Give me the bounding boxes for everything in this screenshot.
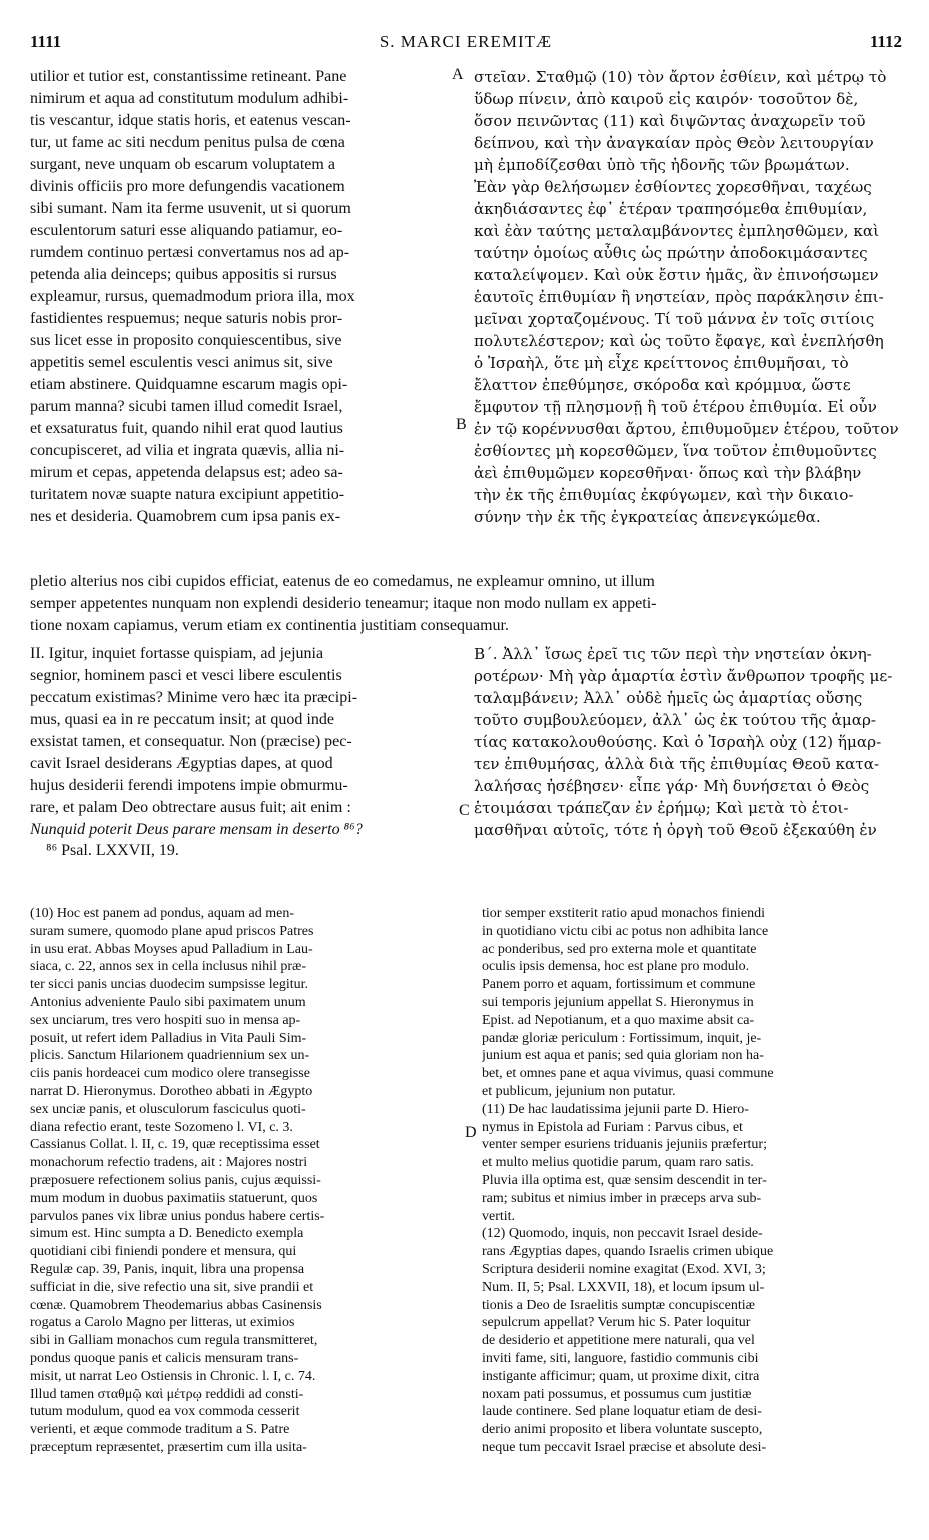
text-line: τοῦτο συμβουλεύομεν, ἀλλ᾽ ὡς ἐκ τούτου τῆς ἁμαρ- bbox=[474, 711, 877, 729]
note-line: venter semper esuriens triduanis jejuniis præfertur; bbox=[482, 1137, 767, 1153]
note-line: ac ponderibus, sed pro externa mole et quantitate bbox=[482, 941, 757, 957]
note-line: pandæ gloriæ periculum : Fortissimum, inquit, je- bbox=[482, 1030, 762, 1046]
note-line: rans Ægyptias dapes, quando Israelis crimen ubique bbox=[482, 1244, 774, 1260]
note-line: (12) Quomodo, inquis, non peccavit Israel deside- bbox=[482, 1226, 763, 1242]
note-line: junium est aqua et panis; sed quia gloriam non ha- bbox=[482, 1048, 764, 1064]
note-line: sui temporis jejunium appellat S. Hieronymus in bbox=[482, 994, 754, 1010]
text-line: segnior, hominem pasci et vesci libere esculentis bbox=[30, 667, 342, 684]
note-line: et multo melius quotidie parum, quam raro satis. bbox=[482, 1155, 754, 1171]
note-line: Regulæ cap. 39, Panis, inquit, libra una propensa bbox=[30, 1261, 305, 1277]
text-line: μὴ ἐμποδίζεσθαι ὑπὸ τῆς ἡδονῆς τῶν βρωμάτων. bbox=[474, 156, 850, 174]
notes-column-right bbox=[482, 905, 902, 1457]
note-line: tionis a Deo de Israelitis sumptæ concupiscentiæ bbox=[482, 1297, 755, 1313]
text-line: καταλείψομεν. Καὶ οὐκ ἔστιν ἡμᾶς, ἂν ἐπινοήσωμεν bbox=[474, 266, 879, 284]
greek-column-section-ii bbox=[474, 643, 902, 841]
scripture-quote: Nunquid poterit Deus parare mensam in deserto ⁸⁶? bbox=[30, 821, 363, 838]
text-line: rare, et palam Deo obtrectare ausus fuit; ait enim : bbox=[30, 799, 351, 816]
note-line: sufficiat in die, sive refectio una sit, sive prandii et bbox=[30, 1279, 314, 1295]
text-line: pletio alterius nos cibi cupidos efficiat, eatenus de eo comedamus, ne expleamur omnino, ut illum bbox=[30, 573, 655, 590]
note-line: ram; subitus et nimius imber in præceps arva sub- bbox=[482, 1190, 762, 1206]
text-line: mirum et cepas, appetenda delapsus est; adeo sa- bbox=[30, 464, 343, 481]
note-line: derio animi proposito et libera voluntate suscepto, bbox=[482, 1422, 763, 1438]
text-line: tione noxam capiamus, verum etiam ex continentia justitiam consequamur. bbox=[30, 617, 509, 634]
note-line: (10) Hoc est panem ad pondus, aquam ad men- bbox=[30, 906, 294, 921]
text-line: ἀεὶ ἐπιθυμῶμεν κορεσθῆναι· ὅπως καὶ τὴν βλάβην bbox=[474, 464, 862, 482]
text-line: ἐσθίοντες μὴ κορεσθῶμεν, ἵνα τοῦτον ἐπιθυμοῦντες bbox=[474, 442, 877, 460]
text-line: fastidientes respuemus; neque saturis nobis pror- bbox=[30, 310, 343, 327]
note-line: inviti fame, siti, languore, fastidio communis cibi bbox=[482, 1350, 759, 1366]
text-line: σύνην τὴν ἐκ τῆς ἐγκρατείας ἀπενεγκώμεθα. bbox=[474, 508, 821, 526]
page-number-left: 1111 bbox=[30, 32, 62, 51]
text-line: petenda alia deinceps; quibus appositis si rursus bbox=[30, 266, 337, 283]
text-line: ταλαμβάνειν; Ἀλλ᾽ οὐδὲ ἡμεῖς ὡς ἁμαρτίας οὔσης bbox=[474, 689, 863, 707]
text-line: τὴν ἐκ τῆς ἐπιθυμίας ἐκφύγωμεν, καὶ τὴν δικαιο- bbox=[474, 486, 854, 504]
latin-full-width-paragraph bbox=[30, 571, 902, 637]
note-line: instigante afficimur; quam, ut proxime dixit, citra bbox=[482, 1368, 760, 1384]
note-line: Epist. ad Nepotianum, et a quo maxime absit ca- bbox=[482, 1012, 755, 1028]
text-line: ἐν τῷ κορέννυσθαι ἄρτου, ἐπιθυμοῦμεν ἑτέρου, τοῦτον bbox=[474, 420, 899, 438]
note-line: sepulcrum appellat? Verum hic S. Pater loquitur bbox=[482, 1315, 751, 1331]
text-line: etiam abstinere. Quidquamne escarum magis opi- bbox=[30, 376, 348, 393]
note-line: mum modum in duobus paximatiis statuerunt, quos bbox=[30, 1190, 318, 1206]
note-line: in quotidiano victu cibi ac potus non adhibita lance bbox=[482, 923, 769, 939]
text-line: ἀκηδιάσαντες ἐφ᾽ ἑτέραν τραπησόμεθα ἐπιθυμίαν, bbox=[474, 200, 868, 218]
text-line: πολυτελέστερον; καὶ ὡς τοῦτο ἔφαγε, καὶ ἐνεπλήσθη bbox=[474, 332, 884, 350]
text-line: ἑτοιμάσαι τράπεζαν ἐν ἐρήμῳ; Καὶ μετὰ τὸ ἑτοι- bbox=[474, 799, 849, 817]
footnote-reference: ⁸⁶ Psal. LXXVII, 19. bbox=[46, 842, 179, 859]
text-line: ἔλαττον ἐπεθύμησε, σκόροδα καὶ κρόμμυα, ὥστε bbox=[474, 376, 851, 394]
text-line: surgant, neve unquam ob escarum voluptatem a bbox=[30, 156, 335, 173]
note-line: præposuere refectionem solius panis, cujus æquissi- bbox=[30, 1172, 321, 1188]
text-line: turitatem novæ suapte natura excipiunt appetitio- bbox=[30, 486, 345, 503]
text-line: tur, ut fame ac siti necdum penitus pulsa de cœna bbox=[30, 134, 345, 151]
note-line: laude continere. Sed plane loquatur etiam de desi- bbox=[482, 1404, 762, 1420]
note-line: parvulos panes vix libræ unius pondus habere certis- bbox=[30, 1208, 325, 1224]
text-line: ροτέρων· Μὴ γὰρ ἁμαρτία ἐστὶν ἄνθρωπον τροφῆς με- bbox=[474, 667, 893, 685]
page-number-right: 1112 bbox=[869, 32, 902, 51]
note-line: suram sumere, quomodo plane apud priscos Patres bbox=[30, 923, 314, 939]
note-line: Antonius adveniente Paulo sibi paximatem unum bbox=[30, 994, 306, 1010]
note-line: oculis ipsis demensa, hoc est plane pro modulo. bbox=[482, 959, 750, 975]
note-line: tutum modulum, quod ea vox commoda cesserit bbox=[30, 1404, 300, 1420]
text-line: mus, quasi ea in re peccatum insit; at quod inde bbox=[30, 711, 334, 728]
note-line: verienti, et æque commode traditum a S. Patre bbox=[30, 1422, 290, 1438]
note-line: Cassianus Collat. l. II, c. 19, quæ receptissima esset bbox=[30, 1137, 320, 1153]
text-line: μασθῆναι αὐτοῖς, τότε ἡ ὀργὴ τοῦ Θεοῦ ἐξεκαύθη ἐν bbox=[474, 821, 877, 839]
greek-column-top bbox=[474, 66, 902, 528]
note-line: Pluvia illa optima est, quæ sensim descendit in ter- bbox=[482, 1172, 767, 1188]
text-line: δείπνου, καὶ τὴν ἀναγκαίαν πρὸς Θεὸν λειτουργίαν bbox=[474, 134, 874, 152]
note-line: monachorum refectio tradens, ait : Majores nostri bbox=[30, 1155, 308, 1171]
text-line: II. Igitur, inquiet fortasse quispiam, ad jejunia bbox=[30, 645, 324, 662]
note-line: misit, ut narrat Leo Ostiensis in Chronic. l. I, c. 74. bbox=[30, 1368, 316, 1384]
note-line: siaca, c. 22, annos sex in cella inclusus nihil præ- bbox=[30, 959, 307, 975]
note-line: neque tum peccavit Israel præcise et absolute desi- bbox=[482, 1439, 767, 1455]
text-line: esculentorum saturi esse aliquando patiamur, eo- bbox=[30, 222, 343, 239]
note-line: Panem porro et aquam, fortissimum et commune bbox=[482, 977, 756, 993]
note-line: ter sicci panis uncias duodecim sumpsisse legitur. bbox=[30, 977, 309, 993]
section-marker-b: B bbox=[456, 416, 467, 433]
note-line: (11) De hac laudatissima jejunii parte D. Hiero- bbox=[482, 1101, 749, 1117]
note-line: præceptum repræsentet, præsertim cum illa usita- bbox=[30, 1439, 307, 1455]
text-line: semper appetentes nunquam non explendi desiderio teneamur; itaque non modo nullam ex appeti- bbox=[30, 595, 657, 612]
note-line: et publicum, jejunium non putatur. bbox=[482, 1083, 676, 1099]
running-title: S. MARCI EREMITÆ bbox=[379, 32, 553, 51]
latin-column-top bbox=[30, 66, 458, 528]
text-line: et exsaturatus fuit, quando nihil erat quod lautius bbox=[30, 420, 343, 437]
text-line: sibi sumant. Nam ita ferme usuvenit, ut si quorum bbox=[30, 200, 351, 217]
note-line: sibi in Galliam monachos cum regula transmitteret, bbox=[30, 1333, 318, 1349]
text-line: ὕδωρ πίνειν, ἀπὸ καιροῦ εἰς καιρόν· τοσοῦτον δὲ, bbox=[474, 90, 859, 108]
note-line: nymus in Epistola ad Furiam : Parvus cibus, et bbox=[482, 1119, 743, 1135]
text-line: nes et desideria. Quamobrem cum ipsa panis ex- bbox=[30, 508, 341, 525]
text-line: tis vescantur, idque statis horis, et eatenus vescan- bbox=[30, 112, 351, 129]
section-marker-c: C bbox=[459, 802, 470, 819]
text-line: μεῖναι χορταζομένους. Τί τοῦ μάννα ἐν τοῖς σιτίοις bbox=[474, 310, 875, 328]
text-line: Ἐὰν γὰρ θελήσωμεν ἐσθίοντες χορεσθῆναι, ταχέως bbox=[474, 178, 872, 196]
note-line: Illud tamen σταθμῷ καὶ μέτρῳ reddidi ad consti- bbox=[30, 1386, 304, 1402]
text-line: expleamur, rursus, quemadmodum priora illa, mox bbox=[30, 288, 355, 305]
note-line: sex unciarum, tres vero hospiti suo in mensa ap- bbox=[30, 1012, 301, 1028]
note-line: rogatus a Carolo Magno per litteras, ut eximios bbox=[30, 1315, 295, 1331]
note-line: tior semper exstiterit ratio apud monachos finiendi bbox=[482, 906, 766, 921]
note-line: ciis panis hordeacei cum modico olere transegisse bbox=[30, 1066, 310, 1082]
running-header bbox=[30, 32, 902, 56]
text-line: Β΄. Ἀλλ᾽ ἴσως ἐρεῖ τις τῶν περὶ τὴν νηστείαν ὀκνη- bbox=[474, 645, 872, 663]
text-line: τεν ἐπιθυμήσας, ἀλλὰ διὰ τῆς ἐπιθυμίας Θεοῦ κατα- bbox=[474, 755, 880, 773]
note-line: vertit. bbox=[482, 1208, 516, 1224]
note-line: diana refectio erant, teste Sozomeno l. VI, c. 3. bbox=[30, 1119, 293, 1135]
text-line: exsistat tamen, et consequatur. Non (præcise) pec- bbox=[30, 733, 352, 750]
latin-column-section-ii bbox=[30, 643, 458, 841]
text-line: τίας κατακολουθούσης. Καὶ ὁ Ἰσραὴλ οὐχ (12) ἥμαρ- bbox=[474, 733, 882, 751]
text-line: ταύτην ὁμοίως αὖθις ὡς πρώτην ἀποδοκιμάσαντες bbox=[474, 244, 868, 262]
text-line: divinis officiis pro more defungendis vacationem bbox=[30, 178, 345, 195]
text-line: appetitis semel esculentis vesci animus sit, sive bbox=[30, 354, 333, 371]
text-line: utilior et tutior est, constantissime retineant. Pane bbox=[30, 68, 347, 85]
text-line: cavit Israel desiderans Ægyptias dapes, at quod bbox=[30, 755, 333, 772]
text-line: nimirum et aqua ad constitutum modulum adhibi- bbox=[30, 90, 349, 107]
note-line: in usu erat. Abbas Moyses apud Palladium in Lau- bbox=[30, 941, 313, 957]
notes-column-left bbox=[30, 905, 458, 1457]
text-line: ὁ Ἰσραὴλ, ὅτε μὴ εἶχε κρείττονος ἐπιθυμῆσαι, τὸ bbox=[474, 354, 849, 372]
note-line: Scriptura desiderii nomine exagitat (Exod. XVI, 3; bbox=[482, 1261, 766, 1277]
text-line: concupisceret, ad vilia et ingrata quævis, allia ni- bbox=[30, 442, 345, 459]
text-line: rumdem continuo pertæsi convertamus nos ad ap- bbox=[30, 244, 350, 261]
note-line: sex unciæ panis, et olusculorum fasciculus quoti- bbox=[30, 1101, 306, 1117]
text-line: καὶ ἐὰν ταύτης μεταλαμβάνοντες ἐμπλησθῶμεν, καὶ bbox=[474, 222, 880, 240]
note-line: posuit, ut refert idem Palladius in Vita Pauli Sim- bbox=[30, 1030, 307, 1046]
text-line: parum manna? sicubi tamen illud comedit Israel, bbox=[30, 398, 343, 415]
note-line: simum est. Hinc sumpta a D. Benedicto exempla bbox=[30, 1226, 304, 1242]
text-line: ἑαυτοῖς ἐπιθυμίαν ἢ νηστείαν, πρὸς παράκλησιν ἐπι- bbox=[474, 288, 884, 306]
note-line: bet, et omnes pane et aqua vivimus, quasi commune bbox=[482, 1066, 774, 1082]
text-line: peccatum existimas? Minime vero hæc ita præcipi- bbox=[30, 689, 358, 706]
text-line: sus licet esse in proposito conquiescentibus, sive bbox=[30, 332, 342, 349]
note-line: de desiderio et appetitione mere naturali, qua vel bbox=[482, 1333, 755, 1349]
text-line: στεῖαν. Σταθμῷ (10) τὸν ἄρτον ἐσθίειν, καὶ μέτρῳ τὸ bbox=[474, 68, 887, 86]
section-marker-d: D bbox=[465, 1124, 477, 1141]
note-line: narrat D. Hieronymus. Dorotheo abbati in Ægypto bbox=[30, 1083, 313, 1099]
note-line: pondus quoque panis et calicis mensuram trans- bbox=[30, 1350, 299, 1366]
note-line: quotidiani cibi finiendi pondere et mensura, qui bbox=[30, 1244, 297, 1260]
note-line: noxam pati possumus, et possumus cum justitiæ bbox=[482, 1386, 752, 1402]
section-marker-a: A bbox=[452, 66, 464, 83]
text-line: λαλήσας ἠσέβησεν· εἶπε γάρ· Μὴ δυνήσεται ὁ Θεὸς bbox=[474, 777, 870, 795]
note-line: cœnæ. Quamobrem Theodemarius abbas Casinensis bbox=[30, 1297, 322, 1313]
text-line: ἔμφυτον τῇ πλησμονῇ ἢ τοῦ ἑτέρου ἐπιθυμία. Εἰ οὖν bbox=[474, 398, 877, 416]
note-line: Num. II, 5; Psal. LXXVII, 18), et locum ipsum ul- bbox=[482, 1279, 765, 1295]
note-line: plicis. Sanctum Hilarionem quadriennium sex un- bbox=[30, 1048, 310, 1064]
text-line: ὅσον πεινῶντας (11) καὶ διψῶντας ἀναχωρεῖν τοῦ bbox=[474, 112, 866, 130]
text-line: hujus desiderii ferendi impotens impie obmurmu- bbox=[30, 777, 348, 794]
